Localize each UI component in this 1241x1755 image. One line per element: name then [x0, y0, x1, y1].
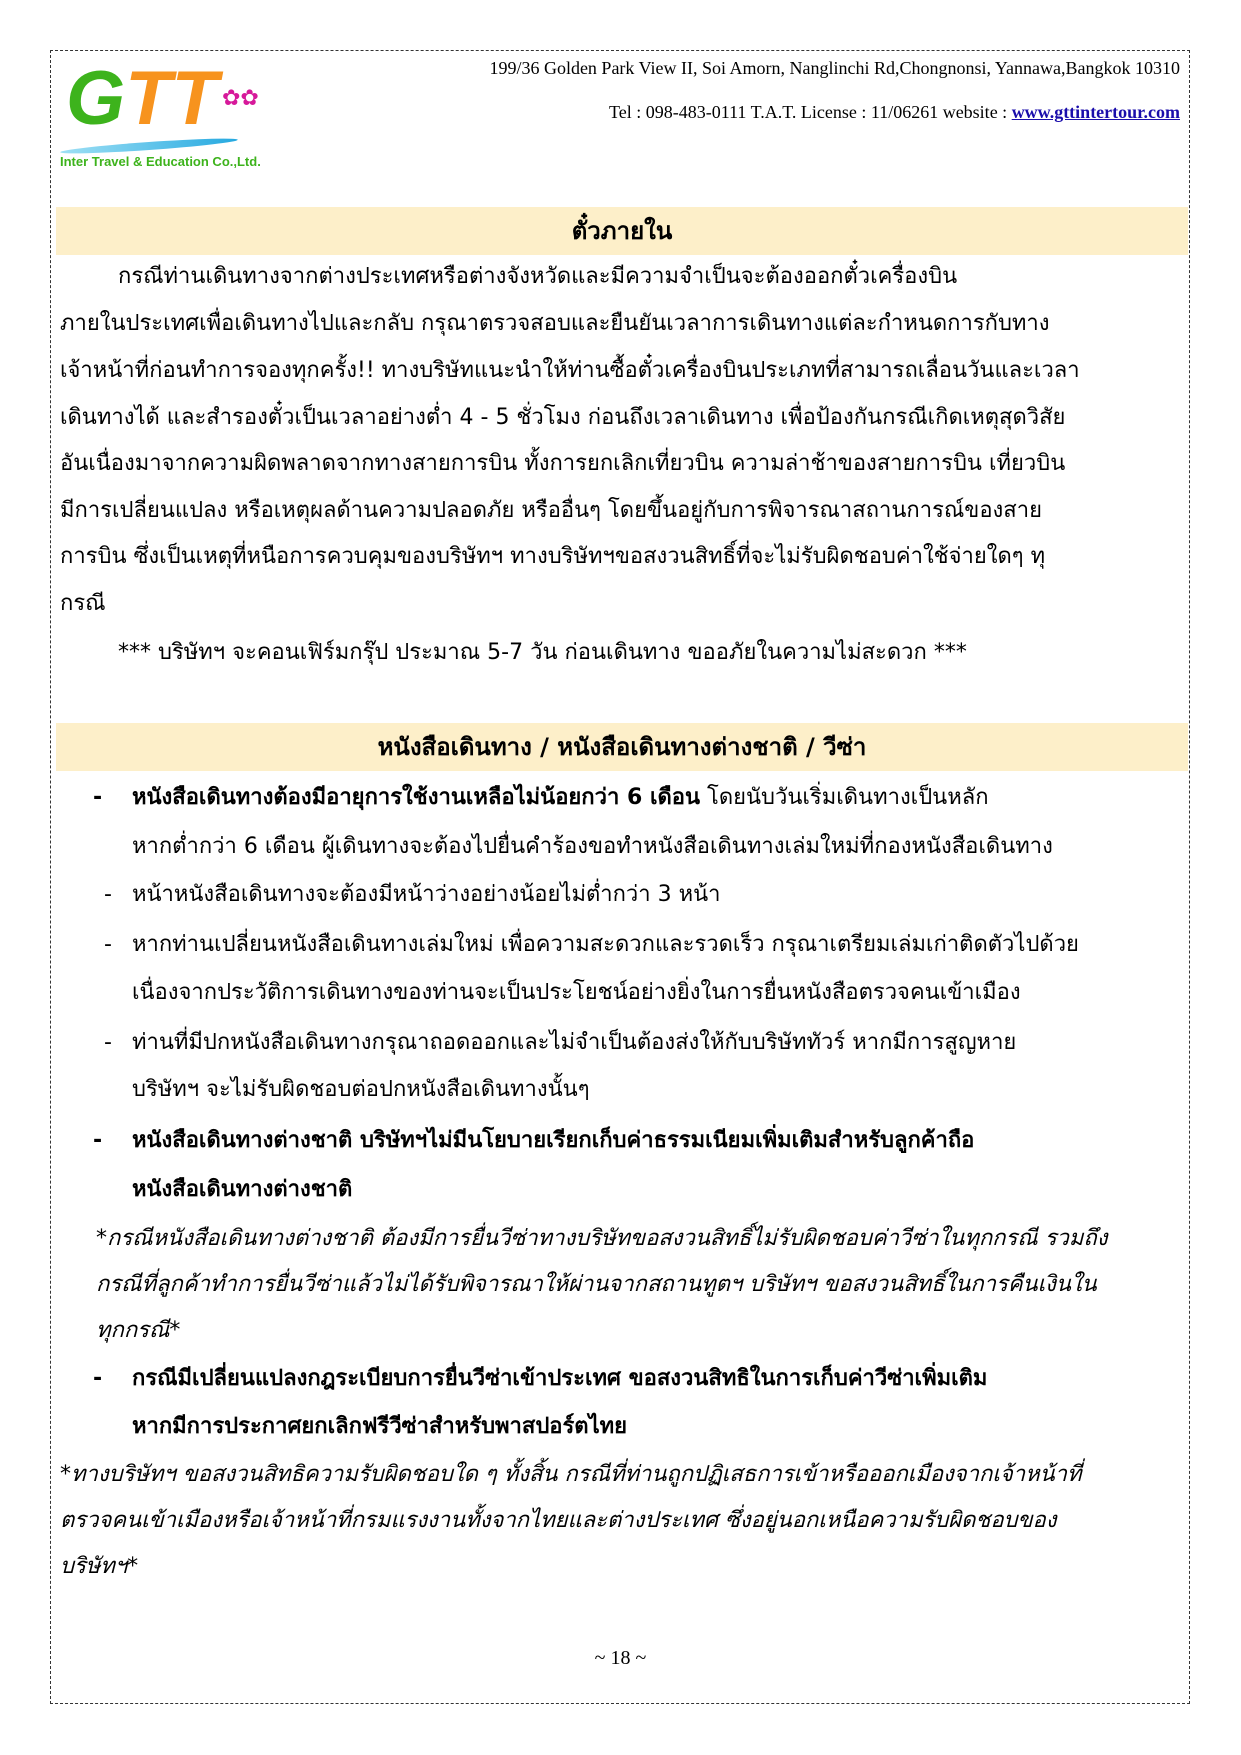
disclaimer-line: กรณีที่ลูกค้าทำการยื่นวีซ่าแล้วไม่ได้รับพิจารณาให้ผ่านจากสถานทูตฯ บริษัทฯ ขอสงวนสิทธิ์ในการคืนเงินใน — [96, 1272, 1097, 1297]
bullet-dash: - — [104, 932, 112, 957]
list-item: กรณีมีเปลี่ยนแปลงกฎระเบียบการยื่นวีซ่าเข้าประเทศ ขอสงวนสิทธิในการเก็บค่าวีซ่าเพิ่มเติม — [132, 1366, 988, 1391]
item-text: โดยนับวันเริ่มเดินทางเป็นหลัก — [700, 785, 989, 810]
section-heading-domestic-ticket: ตั๋วภายใน — [56, 207, 1188, 255]
flower-icon: ✿✿ — [221, 86, 259, 111]
paragraph-line: อันเนื่องมาจากความผิดพลาดจากทางสายการบิน ทั้งการยกเลิกเที่ยวบิน ความล่าช้าของสายการบิน เที่ยวบิน — [60, 451, 1066, 476]
item-bold-text: หนังสือเดินทางต้องมีอายุการใช้งานเหลือไม่น้อยกว่า 6 เดือน — [132, 785, 701, 810]
paragraph-line: กรณี — [60, 591, 106, 616]
bullet-dash: - — [93, 785, 103, 810]
list-item-line: บริษัทฯ จะไม่รับผิดชอบต่อปกหนังสือเดินทางนั้นๆ — [132, 1077, 590, 1102]
list-item: ท่านที่มีปกหนังสือเดินทางกรุณาถอดออกและไม่จำเป็นต้องส่งให้กับบริษัททัวร์ หากมีการสูญหาย — [132, 1030, 1017, 1055]
disclaimer-line: ตรวจคนเข้าเมืองหรือเจ้าหน้าที่กรมแรงงานทั้งจากไทยและต่างประเทศ ซึ่งอยู่นอกเหนือความรับผิดชอบของ — [60, 1508, 1057, 1533]
list-item: หากท่านเปลี่ยนหนังสือเดินทางเล่มใหม่ เพื่อความสะดวกและรวดเร็ว กรุณาเตรียมเล่มเก่าติดตัวไปด้วย — [132, 932, 1079, 957]
page-number: ~ 18 ~ — [594, 1647, 647, 1669]
disclaimer-line: บริษัทฯ* — [60, 1554, 139, 1579]
paragraph-line: มีการเปลี่ยนแปลง หรือเหตุผลด้านความปลอดภัย หรืออื่นๆ โดยขึ้นอยู่กับการพิจารณาสถานการณ์ของสาย — [60, 498, 1042, 523]
bullet-dash: - — [104, 1030, 112, 1055]
paragraph-line: การบิน ซึ่งเป็นเหตุที่หนือการควบคุมของบริษัทฯ ทางบริษัทฯขอสงวนสิทธิ์ที่จะไม่รับผิดชอบค่าใช้จ่ายใดๆ ทุ — [60, 544, 1046, 569]
list-item-line: เนื่องจากประวัติการเดินทางของท่านจะเป็นประโยชน์อย่างยิ่งในการยื่นหนังสือตรวจคนเข้าเมือง — [132, 980, 1021, 1005]
confirmation-note: *** บริษัทฯ จะคอนเฟิร์มกรุ๊ป ประมาณ 5-7 วัน ก่อนเดินทาง ขออภัยในความไม่สะดวก *** — [118, 640, 967, 665]
list-item-line: หนังสือเดินทางต่างชาติ — [132, 1177, 353, 1202]
logo-mark: G TT ✿✿ — [66, 56, 259, 141]
contact-line — [609, 100, 1180, 124]
paragraph-line: เดินทางได้ และสำรองตั๋วเป็นเวลาอย่างต่ำ 4 - 5 ชั่วโมง ก่อนถึงเวลาเดินทาง เพื่อป้องกันกรณีเกิดเหตุสุดวิสัย — [60, 405, 1066, 430]
list-item — [132, 783, 989, 813]
contact-text: Tel : 098-483-0111 T.A.T. License : 11/06261 website : — [609, 102, 1012, 122]
disclaimer-line: *กรณีหนังสือเดินทางต่างชาติ ต้องมีการยื่นวีซ่าทางบริษัทขอสงวนสิทธิ์ไม่รับผิดชอบค่าวีซ่าในทุกกรณี รวมถึง — [96, 1226, 1108, 1251]
list-item-line: หากมีการประกาศยกเลิกฟรีวีซ่าสำหรับพาสปอร์ตไทย — [132, 1414, 628, 1439]
list-item-line: หากต่ำกว่า 6 เดือน ผู้เดินทางจะต้องไปยื่นคำร้องขอทำหนังสือเดินทางเล่มใหม่ที่กองหนังสือเดินทาง — [132, 834, 1053, 859]
paragraph-line: เจ้าหน้าที่ก่อนทำการจองทุกครั้ง!! ทางบริษัทแนะนำให้ท่านซื้อตั๋วเครื่องบินประเภทที่สามารถเลื่อนวันและเวลา — [60, 358, 1080, 383]
bullet-dash: - — [104, 882, 112, 907]
bullet-dash: - — [93, 1128, 103, 1153]
list-item: หนังสือเดินทางต่างชาติ บริษัทฯไม่มีนโยบายเรียกเก็บค่าธรรมเนียมเพิ่มเติมสำหรับลูกค้าถือ — [132, 1128, 975, 1153]
page-border — [50, 50, 1190, 1704]
paragraph-line: ภายในประเทศเพื่อเดินทางไปและกลับ กรุณาตรวจสอบและยืนยันเวลาการเดินทางแต่ละกำหนดการกับทาง — [60, 311, 1050, 336]
website-link[interactable]: www.gttintertour.com — [1011, 102, 1180, 122]
bullet-dash: - — [93, 1366, 103, 1391]
disclaimer-line: ทุกกรณี* — [96, 1318, 181, 1343]
logo-subtitle: Inter Travel & Education Co.,Ltd. — [60, 154, 261, 169]
paragraph-line: กรณีท่านเดินทางจากต่างประเทศหรือต่างจังหวัดและมีความจำเป็นจะต้องออกตั๋วเครื่องบิน — [118, 264, 958, 289]
disclaimer-line: *ทางบริษัทฯ ขอสงวนสิทธิความรับผิดชอบใด ๆ ทั้งสิ้น กรณีที่ท่านถูกปฏิเสธการเข้าหรือออกเมืองจากเจ้าหน้าที่ — [60, 1462, 1082, 1487]
company-logo — [60, 58, 360, 178]
list-item: หน้าหนังสือเดินทางจะต้องมีหน้าว่างอย่างน้อยไม่ต่ำกว่า 3 หน้า — [132, 882, 721, 907]
company-address: 199/36 Golden Park View II, Soi Amorn, Nanglinchi Rd,Chongnonsi, Yannawa,Bangkok 10310 — [489, 58, 1180, 78]
section-heading-passport-visa: หนังสือเดินทาง / หนังสือเดินทางต่างชาติ / วีซ่า — [56, 723, 1188, 771]
